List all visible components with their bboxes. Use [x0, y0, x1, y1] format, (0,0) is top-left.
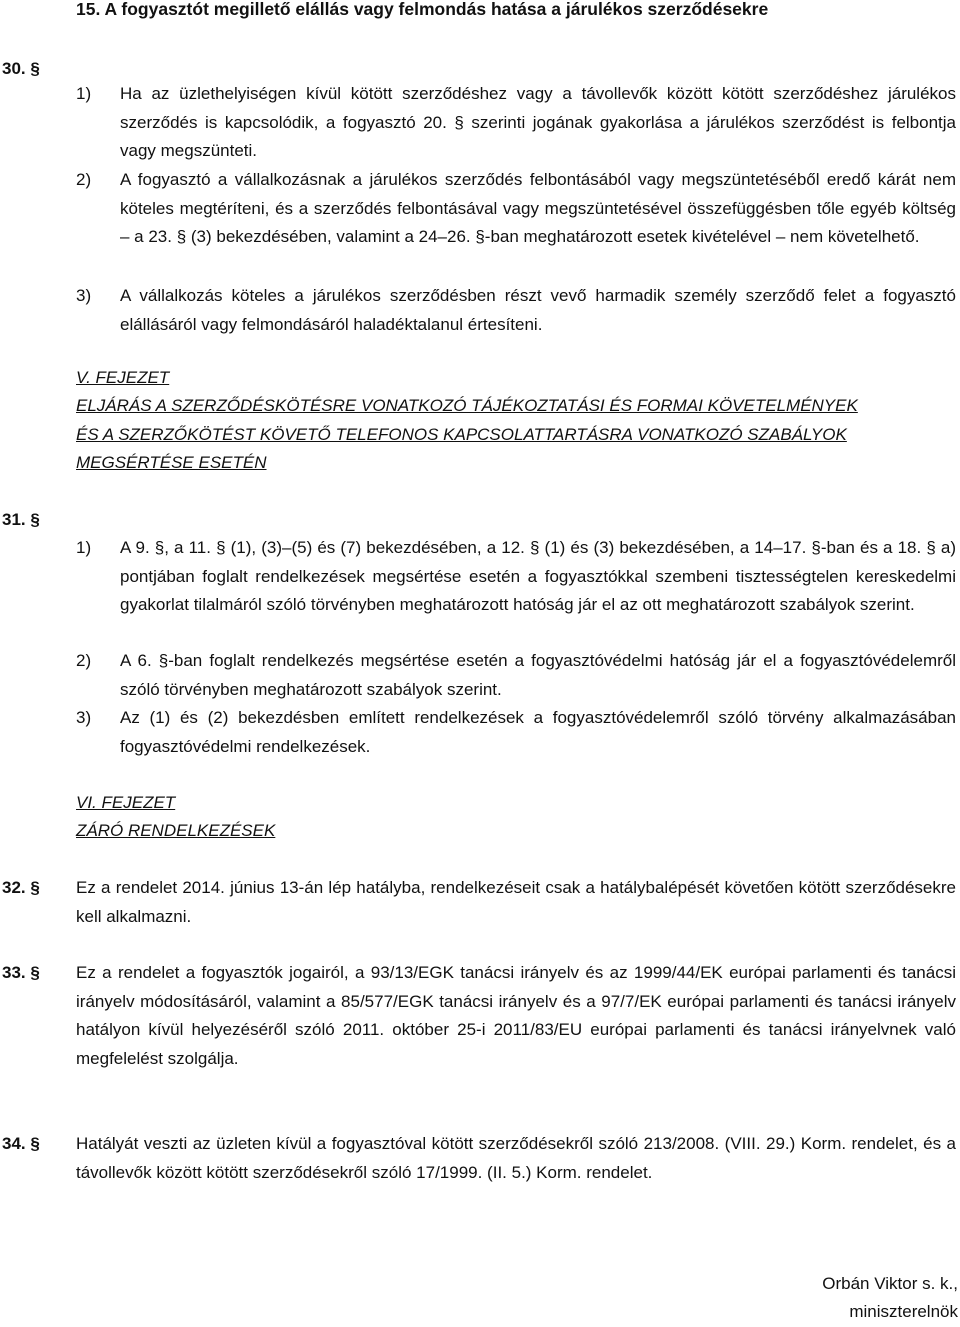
paragraph-text-33: Ez a rendelet a fogyasztók jogairól, a 93/13/EGK tanácsi irányelv és az 1999/44/EK európai parlamenti és tanácsi irányelv módosításáról, valamint a 85/577/EGK tanácsi irányelv és a 97/7/EK európai parlamenti és tanácsi irányelv hatályon kívül helyezéséről szóló 2011. október 25-i 2011/83/EU európai parlamenti és tanácsi irányelvnek való megfelelést szolgálja.: [76, 963, 956, 1068]
list-item: [76, 80, 956, 170]
item-number: 3): [76, 708, 92, 727]
item-number: 3): [76, 286, 92, 305]
item-text: A 9. §, a 11. § (1), (3)–(5) és (7) bekezdésében, a 12. § (1) és (3) bekezdésében, a 14–17. §-ban és a 18. § a) pontjában foglalt rendelkezések megsértése esetén a fogyasztókkal szembeni tisztességtelen kereskedelmi gyakorlat tilalmáról szóló törvényben meghatározott hatóság jár el az ott meghatározott szabályok szerint.: [120, 538, 956, 614]
item-number: 2): [76, 170, 92, 189]
chapter-6-number: VI. FEJEZET: [76, 793, 176, 812]
item-text: A vállalkozás köteles a járulékos szerződésben részt vevő harmadik személy szerződő felet a fogyasztó elállásáról vagy felmondásáról haladéktalanul értesíteni.: [120, 286, 956, 334]
chapter-5-number: V. FEJEZET: [76, 368, 170, 387]
list-item: [76, 647, 956, 705]
paragraph-number-31: 31. §: [2, 510, 40, 529]
item-number: 1): [76, 538, 92, 557]
item-text: Az (1) és (2) bekezdésben említett rendelkezések a fogyasztóvédelemről szóló törvény alkalmazásában fogyasztóvédelmi rendelkezések.: [120, 708, 956, 756]
signature-title: miniszterelnök: [849, 1302, 958, 1321]
paragraph-number-32: 32. §: [2, 878, 40, 897]
item-number: 2): [76, 651, 92, 670]
section-title: 15. A fogyasztót megillető elállás vagy felmondás hatása a járulékos szerződésekre: [76, 0, 769, 19]
paragraph-number-30: 30. §: [2, 59, 40, 78]
list-item: [76, 282, 956, 342]
chapter-5-title-line: ÉS A SZERZŐKÖTÉST KÖVETŐ TELEFONOS KAPCSOLATTARTÁSRA VONATKOZÓ SZABÁLYOK: [76, 425, 847, 444]
item-text: A 6. §-ban foglalt rendelkezés megsértése esetén a fogyasztóvédelmi hatóság jár el a fogyasztóvédelemről szóló törvényben meghatározott szabályok szerint.: [120, 651, 956, 699]
list-item: [76, 534, 956, 649]
item-text: A fogyasztó a vállalkozásnak a járulékos szerződés felbontásából vagy megszüntetéséből eredő kárát nem köteles megtéríteni, és a szerződés felbontásával vagy megszüntetésével összefüggésben tőle egyéb költség – a 23. § (3) bekezdésében, valamint a 24–26. §-ban meghatározott esetek kivételével – nem követelhető.: [120, 170, 956, 246]
list-item: [76, 704, 956, 762]
item-number: 1): [76, 84, 92, 103]
chapter-5-title-line: MEGSÉRTÉSE ESETÉN: [76, 453, 267, 472]
paragraph-number-34: 34. §: [2, 1134, 40, 1153]
paragraph-text-34: Hatályát veszti az üzleten kívül a fogyasztóval kötött szerződésekről szóló 213/2008. (VIII. 29.) Korm. rendelet, és a távollevők között kötött szerződésekről szóló 17/1999. (II. 5.) Korm. rendelet.: [76, 1134, 956, 1182]
list-item: [76, 166, 956, 286]
paragraph-text-32: Ez a rendelet 2014. június 13-án lép hatályba, rendelkezéseit csak a hatálybalépését követően kötött szerződésekre kell alkalmazni.: [76, 878, 956, 926]
chapter-6-title: ZÁRÓ RENDELKEZÉSEK: [76, 821, 276, 840]
item-text: Ha az üzlethelyiségen kívül kötött szerződéshez vagy a távollevők között kötött szerződéshez járulékos szerződés is kapcsolódik, a fogyasztó 20. § szerinti jogának gyakorlása a járulékos szerződést is felbontja vagy megszünteti.: [120, 84, 956, 160]
chapter-5-title-line: ELJÁRÁS A SZERZŐDÉSKÖTÉSRE VONATKOZÓ TÁJÉKOZTATÁSI ÉS FORMAI KÖVETELMÉNYEK: [76, 396, 858, 415]
signature-name: Orbán Viktor s. k.,: [822, 1274, 958, 1293]
paragraph-number-33: 33. §: [2, 963, 40, 982]
